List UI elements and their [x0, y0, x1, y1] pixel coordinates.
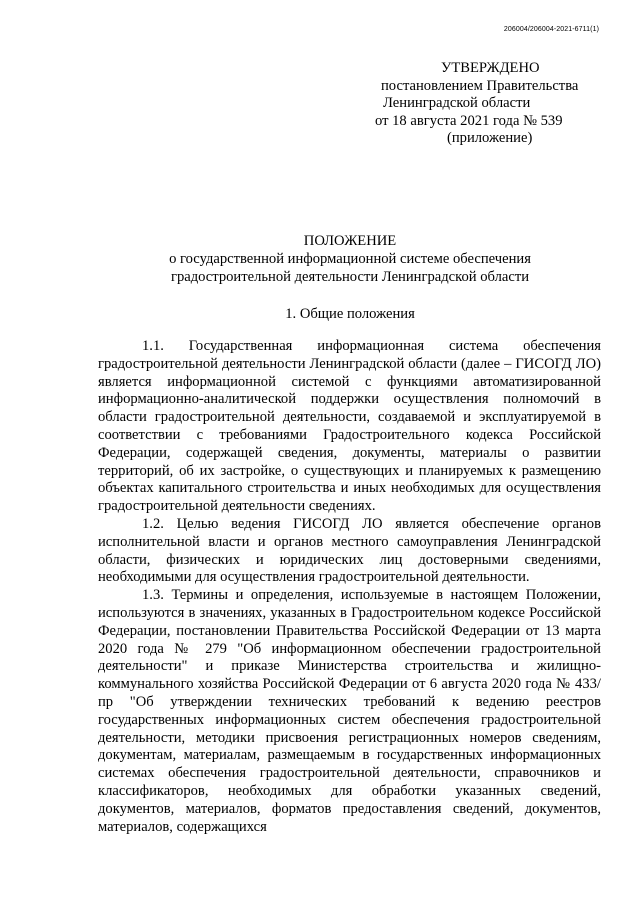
approval-block — [375, 60, 615, 148]
approval-stamp: УТВЕРЖДЕНО — [441, 60, 540, 76]
approval-authority: постановлением Правительства — [381, 77, 579, 94]
title-heading: ПОЛОЖЕНИЕ — [303, 233, 397, 249]
section-heading: 1. Общие положения — [285, 306, 415, 322]
approval-note: (приложение) — [447, 130, 533, 146]
document-title — [90, 233, 610, 286]
document-id: 206004/206004-2021-6711(1) — [503, 26, 599, 33]
approval-region: Ленинградской области — [383, 95, 531, 111]
paragraph-1-2: 1.2. Целью ведения ГИСОГД ЛО является обеспечение органов исполнительной власти и органов местного самоуправления Ленинградской области, физических и юридических лиц достоверными сведениями, необходимыми для осуществления градостроительной деятельности. — [98, 515, 601, 586]
paragraph-1-3: 1.3. Термины и определения, используемые в настоящем Положении, используются в значениях, указанных в Градостроительном кодексе Российской Федерации, постановлении Правительства Российской Федерации от 13 марта 2020 года № 279 "Об информационном обеспечении градостроительной деятельности" и приказе Министерства строительства и жилищно-коммунального хозяйства Российской Федерации от 6 августа 2020 года № 433/пр "Об утверждении технических требований к ведению реестров государственных информационных систем обеспечения градостроительной деятельности, методики присвоения регистрационных номеров сведениям, документам, материалам, размещаемым в государственных информационных системах обеспечения градостроительной деятельности, справочников и классификаторов, необходимых для обработки указанных сведений, документов, материалов, форматов предоставления сведений, документов, материалов, содержащихся — [98, 587, 601, 835]
title-line-2: градостроительной деятельности Ленинградской области — [170, 268, 530, 285]
title-line-1: о государственной информационной системе обеспечения — [169, 250, 531, 267]
approval-date: от 18 августа 2021 года № 539 — [375, 112, 563, 129]
paragraph-1-1: 1.1. Государственная информационная система обеспечения градостроительной деятельности Ленинградской области (далее – ГИСОГД ЛО) является информационной системой с функциями автоматизированной информационно-аналитической поддержки осуществления полномочий в области градостроительной деятельности, создаваемой и эксплуатируемой в соответствии с требованиями Градостроительного кодекса Российской Федерации, содержащей сведения, документы, материалы о развитии территорий, об их застройке, о существующих и планируемых к размещению объектах капитального строительства и иных необходимых для осуществления градостроительной деятельности сведениях. — [98, 338, 601, 515]
document-body — [98, 338, 601, 836]
